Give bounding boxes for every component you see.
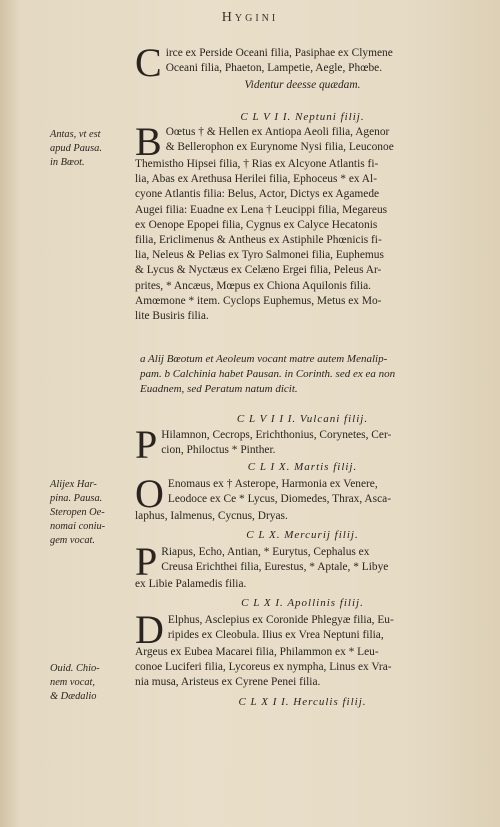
section-160-body (135, 539, 470, 592)
section-heading-162: C L X I I. Herculis filij. (238, 696, 367, 708)
text-line: lite Busiris filia. (135, 310, 209, 323)
margin-note-ouid (50, 662, 130, 704)
margin-line: Alijex Har- (50, 479, 97, 490)
text-line: Augei filia: Euadne ex Lena † Leucippi filia, Megareus (135, 203, 388, 216)
section-heading-157: C L V I I. Neptuni filij. (240, 111, 365, 123)
section-heading-158: C L V I I I. Vulcani filij. (236, 413, 369, 425)
text-line: Oceani filia, Phaeton, Lampetie, Aegle, Phœbe. (165, 62, 383, 75)
section-heading-159: C L I X. Martis filij. (247, 461, 358, 473)
text-line: ex Libie Palamedis filia. (135, 578, 247, 590)
margin-line: in Bœot. (50, 157, 85, 168)
text-line: ripides ex Cleobula. Ilius ex Vrea Neptuni filia, (167, 629, 384, 642)
text-line: Riapus, Echo, Antian, * Eurytus, Cephalus ex (161, 546, 370, 558)
text-line: Enomaus ex † Asterope, Harmonia ex Venere, (167, 478, 378, 490)
text-line: cion, Philoctus * Pinther. (161, 444, 276, 457)
section-157-body (135, 119, 470, 324)
text-line: & Bellerophon ex Eurynome Nysi filia, Leuconoe (165, 141, 394, 154)
section-159-body (135, 471, 470, 524)
drop-cap: P (135, 422, 158, 467)
margin-note-antas (50, 128, 130, 170)
section-161-body (135, 607, 470, 691)
text-line: Amœmone * item. Cyclops Euphemus, Metus ex Mo- (135, 294, 382, 307)
text-line: conoe Luciferi filia, Lycoreus ex nympha, Linus ex Vra- (135, 661, 392, 674)
footnote-line: a Alij Bœotum et Aeoleum vocant matre autem Menalip- (140, 353, 388, 365)
drop-cap: B (135, 119, 162, 164)
text-line: irce ex Perside Oceani filia, Pasiphae ex Clymene (165, 47, 393, 59)
text-line: Oœtus † & Hellen ex Antiopa Aeoli filia, Agenor (165, 126, 390, 138)
footnotes-block (140, 352, 485, 398)
text-line: laphus, Ialmenus, Cycnus, Dryas. (135, 510, 288, 522)
text-line: & Lycus & Nyctæus ex Celæno Ergei filia, Peleus Ar- (135, 264, 382, 277)
margin-line: & Dædalio (50, 691, 97, 702)
text-line: filia, Ericlimenus & Antheus ex Astiphile Phœnicis fi- (135, 234, 382, 247)
section-heading-160: C L X. Mercurij filij. (246, 529, 359, 541)
text-line: ex Oenope Epopei filia, Cygnus ex Calyce Hecatonis (135, 218, 378, 231)
drop-cap: D (135, 607, 164, 652)
text-line: Hilamnon, Cecrops, Erichthonius, Corynetes, Cer- (161, 429, 392, 441)
text-line: prites, * Ancæus, Mœpus ex Chiona Aquilonis filia. (135, 279, 372, 292)
text-line: nia musa, Aristeus ex Cyrene Penei filia. (135, 676, 321, 689)
margin-line: pina. Pausa. (50, 493, 103, 504)
text-line: Themistho Hipsei filia, † Rias ex Alcyone Atlantis fi- (135, 158, 379, 170)
text-line: lia, Neleus & Pelias ex Tyro Salmonei filia, Euphemus (135, 249, 384, 262)
text-line: Leodoce ex Ce * Lycus, Diomedes, Thrax, Asca- (167, 493, 391, 506)
drop-cap: C (135, 40, 162, 85)
running-head: Hygini (221, 10, 279, 25)
footnote-line: pam. b Calchinia habet Pausan. in Corinth. sed ex ea non (140, 368, 396, 381)
footnote-line: Euadnem, sed Peratum natum dicit. (140, 383, 298, 396)
circe-paragraph (135, 40, 470, 93)
text-line: lia, Abas ex Arethusa Herilei filia, Ephoceus * ex Al- (135, 173, 377, 186)
margin-line: apud Pausa. (50, 143, 102, 154)
margin-note-alij (50, 478, 130, 548)
margin-line: Antas, vt est (50, 129, 101, 140)
editorial-note: Videntur deesse quædam. (244, 79, 361, 91)
text-line: Creusa Erichthei filia, Eurestus, * Aptale, * Libye (161, 561, 389, 574)
margin-line: Ouid. Chio- (50, 663, 100, 674)
margin-line: gem vocat. (50, 535, 96, 546)
drop-cap: P (135, 539, 158, 584)
drop-cap: O (135, 471, 164, 516)
section-heading-161: C L X I. Apollinis filij. (241, 597, 364, 609)
margin-line: Steropen Oe- (50, 507, 105, 518)
text-line: cyone Atlantis filia: Belus, Actor, Dictys ex Agamede (135, 188, 380, 201)
margin-line: nomai coniu- (50, 521, 106, 532)
text-line: Elphus, Asclepius ex Coronide Phlegyæ filia, Eu- (167, 614, 394, 626)
text-line: Argeus ex Eubea Macarei filia, Philammon ex * Leu- (135, 646, 379, 658)
margin-line: nem vocat, (50, 677, 96, 688)
